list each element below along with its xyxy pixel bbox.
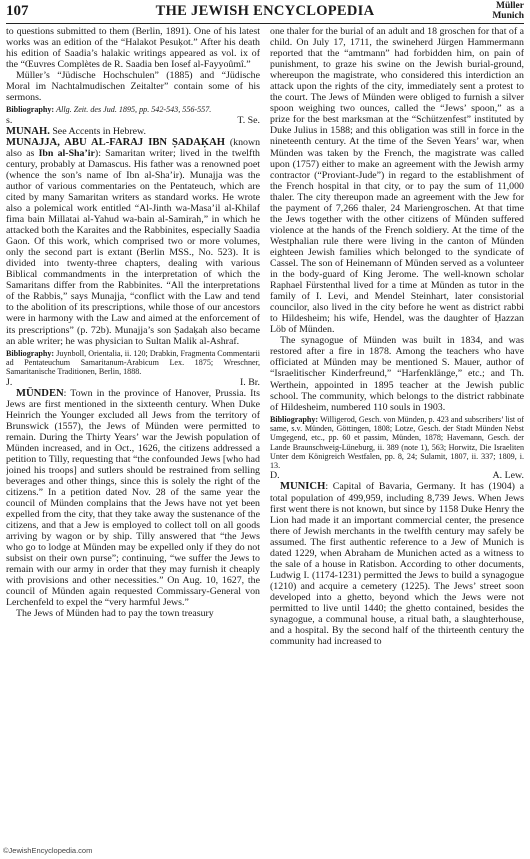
entry-munajja bbox=[6, 137, 260, 347]
bibliography-text: Willigerod, Gesch. von Münden, p. 423 and subscribers’ list of same, s.v. Münden, Göttingen, 1808; Lotze, Gesch. der Stadt Münden Nebst Umgegend, etc., pp. 60 et passim, Münden, 1878; Havemann, Gesch. der Lande Braunschweig-Lüneburg, ii. 389 (note 1), 563; Horwitz, Die Israeliten Unter dem Königreich Westfalen, pp. 8, 24; Sulamit, 1807, ii. 337; 1809, i. 13. bbox=[270, 414, 524, 471]
page-title: THE JEWISH ENCYCLOPEDIA bbox=[155, 3, 375, 19]
entry-text: See Accents in Hebrew. bbox=[52, 125, 146, 137]
entry-alt-name: Ibn al-Sha’ir bbox=[38, 147, 95, 159]
signature-initial: D. bbox=[270, 470, 280, 482]
signature-initial: J. bbox=[6, 376, 13, 388]
entry-heading: MUNAJJA, ABU AL-FARAJ IBN ṢADAḲAH bbox=[6, 136, 226, 148]
page-number: 107 bbox=[6, 3, 29, 19]
entry-heading: MUNAH. bbox=[6, 125, 50, 137]
entry-text: ): Samaritan writer; lived in the twelfth century, probably at Damascus. His father was a renowned poet (whence the son’s name of Ibn al-Sha’ir). Munajja was the author of various commentaries on the Pentateuch, which are cited by many Samaritan writers as standard works. He wrote also a polemical work entitled “Al-Jinth wa-Masa’il al-Khilaf fima bain Millatai al-Yahud wa-bain al-Samirah,” in which he attacked both the Karaites and the Rabbinites, especially Saadia Gaon. Of this work, which comprised two or more volumes, only the second part is extant (Berlin MSS., No. 523). It is divided into twenty-three chapters, dealing with various Biblical commandments in the interpretation of which the Samaritans differ from the Rabbinites. “All the interpretations of the Rabbis,” says Munajja, “conflict with the Law and tend to the abolition of its prescriptions, while those of our ancestors were in harmony with the Law and aimed at the enforcement of its prescriptions” (p. 72b). Munajja’s son Ṣadaḳah also became an able writer; he was physician to Sultan Malik al-Ashraf. bbox=[6, 147, 260, 347]
signature bbox=[6, 377, 260, 388]
bibliography-text: Allg. Zeit. des Jud. 1895, pp. 542-543, 556-557. bbox=[56, 105, 212, 115]
entry-munich bbox=[270, 481, 524, 647]
paragraph: The Jews of Münden had to pay the town treasury bbox=[16, 608, 214, 620]
bibliography-label: Bibliography: bbox=[6, 105, 55, 115]
paragraph: to questions submitted to them (Berlin, 1891). One of his latest works was an edition of the “Halakot Pesuḳot.” After his death his edition of Saadia’s halakic writings appeared as vol. ix of the “Œuvres Complètes de R. Saadia ben Iosef al-Fayyoûmî.” bbox=[6, 26, 260, 71]
bibliography bbox=[6, 349, 260, 377]
right-column bbox=[270, 26, 524, 846]
signature bbox=[270, 470, 524, 481]
watermark: ©JewishEncyclopedia.com bbox=[3, 846, 93, 855]
page-header bbox=[6, 2, 524, 22]
entry-text: (known also as bbox=[6, 136, 260, 159]
entry-text: : Town in the province of Hanover, Prussia. Its Jews are first mentioned in the sixteenth century. When Duke Heinrich the Younger excluded all Jews from the territory of Brunswick (1557), the Jews of Münden were permitted to remain. During the Thirty Years’ war the Jewish population of Münden increased, and in Oct., 1626, the citizens addressed a petition to Tilly, requesting that “the confounded Jews [who had joined his troops] and sutlers should be restrained from selling beverages and other things, since this is solely the right of the citizens.” In a petition dated Nov. 28 of the same year the council of Münden complains that the Jews have not yet been expelled from the city, that they take away the sustenance of the citizens, and that a Jew is employed to collect toll on all goods arriving by wagon or by ship. Tilly answered that “the Jews who go to lodge at Münden may be expelled only if they do not subsist on their own purse”; continuing, “we suffer the Jews to remain with our army in order that they may furnish it cheaply with provisions and other necessities.” On Aug. 10, 1627, the council of Münden again requested Commissary-General von Lerchenfeld to expel the “very harmful Jews.” bbox=[6, 387, 260, 609]
entry-munden bbox=[6, 388, 260, 609]
header-rule bbox=[6, 23, 524, 24]
running-head bbox=[492, 2, 524, 21]
signature bbox=[6, 115, 260, 126]
bibliography-label: Bibliography: bbox=[6, 348, 55, 358]
entry-text: : Capital of Bavaria, Germany. It has (1904) a total population of 499,959, including 8,739 Jews. When Jews first went there is not known, but since by 1158 Duke Henry the Lion had made it an important commercial center, the presence there of Jewish merchants in the twelfth century may safely be assumed. The first authentic reference to a Jew of Munich is dated 1229, when Abraham de Munichen acted as a witness to the sale of a house in Ratisbon. According to other documents, Ludwig I. (1174-1231) permitted the Jews to build a synagogue (1210) and acquire a cemetery (1225). The Jews’ street soon developed into a ghetto, beyond which the Jews were not permitted to live until 1440; the ghetto contained, besides the synagogue, a communal house, a ritual bath, a slaughterhouse, and a hospital. By the second half of the thirteenth century the community had increased to bbox=[270, 481, 524, 648]
running-head-first: Müller bbox=[496, 1, 524, 11]
paragraph: one thaler for the burial of an adult and 18 groschen for that of a child. On July 17, 1711, the swineherd Jürgen Hammermann reported that the “amtmann” had forbidden him, on pain of punishment, to graze his swine on the Jewish burial-ground, whereupon the magistrate, who considered this interdiction an attack upon the rights of the city, immediately sent a protest to the court. The Jews of Münden were obliged to furnish a silver spoon weighing two ounces, called the “Jews’ spoon,” as a prize for the best marksman at the “Schützenfest” instituted by Duke Julius in 1588; and this obligation was still in force in the nineteenth century. At the time of the Seven Years’ war, when Münden was taken by the French, the magistrate was called upon (1757) either to make an agreement with the Jewish army contractor (“Proviant-Jude”) in regard to the establishment of the French hospital in that city, or to pay the sum of 11,000 thaler. The city thereupon made an agreement with the Jew for the payment of 7,266 thaler, 24 Mariengroschen. At that time the Jews together with the other citizens of Münden suffered violence at the hands of the French soldiery. At the time of the Westphalian rule there were living in the canton of Münden eighteen Jewish families which belonged to the syndicate of Cassel. The son of Heinemann of Münden served as a volunteer in the body-guard of King Jerome. The well-known scholar Raphael Fürstenthal lived for a time at Münden as tutor in the family of I. Levi, and Mendel Steinhart, later consistorial councilor, also lived in the city before he went as district rabbi to Hildesheim; his wife, Hendel, was the daughter of Ḥazzan Löb of Münden. bbox=[270, 26, 524, 336]
bibliography-text: Juynboll, Orientalia, ii. 120; Drabkin, Fragmenta Commentarii ad Pentateuchum Samaritanum-Arabicum Lex. 1875; Wreschner, Samaritanische Traditionen, Berlin, 1888. bbox=[6, 348, 260, 377]
paragraph: Müller’s “Jüdische Hochschulen” (1885) and “Jüdische Moral im Nachtalmudischen Zeitalter” contain some of his sermons. bbox=[6, 70, 260, 104]
signature-author: T. Se. bbox=[237, 114, 260, 126]
left-column bbox=[6, 26, 260, 846]
entry-heading: MÜNDEN bbox=[16, 387, 64, 399]
paragraph: The synagogue of Münden was built in 1834, and was restored after a fire in 1878. Among the teachers who have officiated at Münden may be mentioned S. Mauer, author of “Israelitischer Kinderfreund,” “Harfenklänge,” etc.; and Th. Werthein, appointed in 1895 teacher at the Jewish public school. The community, which belongs to the district rabbinate of Hildesheim, numbered 110 souls in 1903. bbox=[270, 335, 524, 413]
bibliography bbox=[270, 415, 524, 471]
signature-initial: s. bbox=[6, 114, 13, 126]
signature-author: A. Lew. bbox=[492, 470, 524, 482]
bibliography bbox=[6, 105, 260, 114]
entry-heading: MUNICH bbox=[280, 481, 326, 493]
running-head-last: Munich bbox=[492, 10, 524, 21]
entry-munah bbox=[6, 126, 260, 137]
signature-author: I. Br. bbox=[239, 376, 260, 388]
bibliography-label: Bibliography: bbox=[270, 414, 319, 424]
